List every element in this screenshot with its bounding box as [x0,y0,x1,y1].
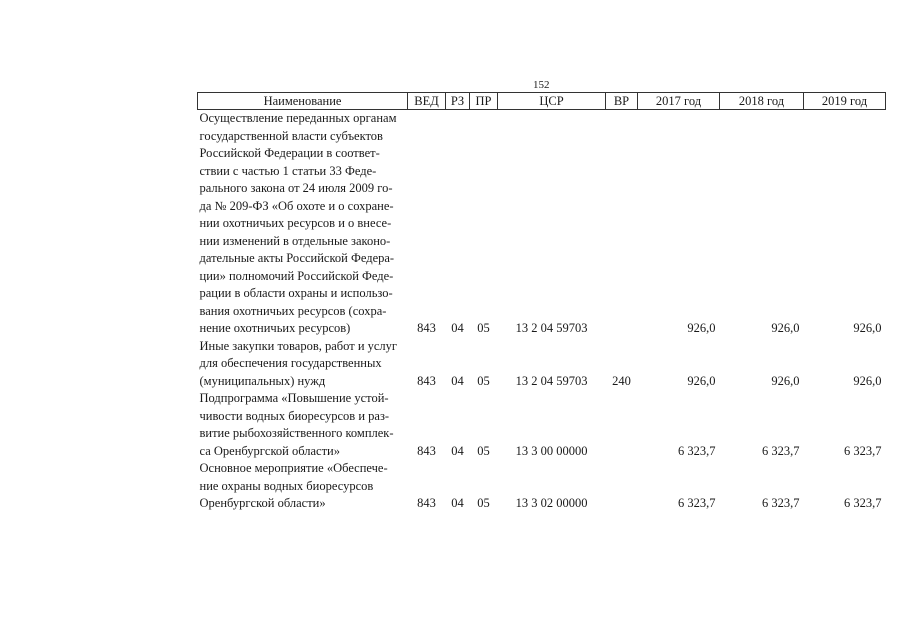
cell-ved: 843 [417,321,436,335]
cell-name [198,338,408,391]
cell-2019: 926,0 [853,321,882,335]
name-line: рального закона от 24 июля 2009 го- [199,181,393,195]
name-line: Оренбургской области» [199,496,326,510]
cell-2018: 6 323,7 [762,496,800,510]
header-rz: РЗ [446,93,470,110]
name-line: (муниципальных) нужд [199,373,326,388]
cell-csr: 13 2 04 59703 [515,373,588,388]
name-line: Подпрограмма «Повышение устой- [199,391,389,405]
table-row [198,390,886,460]
header-csr: ЦСР [498,93,606,110]
cell-vr [606,460,638,513]
name-line: нии охотничьих ресурсов и о внесе- [199,216,392,230]
header-2019: 2019 год [804,93,886,110]
cell-2017: 926,0 [687,373,716,388]
name-line: ние охраны водных биоресурсов [199,478,374,493]
header-2018: 2018 год [720,93,804,110]
cell-ved: 843 [417,496,436,510]
table-row [198,110,886,338]
name-line: Основное мероприятие «Обеспече- [199,461,388,475]
cell-name [198,110,408,338]
cell-vr [606,110,638,338]
name-line: ции» полномочий Российской Феде- [199,268,394,283]
cell-2019: 6 323,7 [844,443,882,458]
name-line: для обеспечения государственных [199,356,382,370]
page-number: 152 [533,79,550,91]
cell-2019: 6 323,7 [844,496,882,510]
table-row [198,338,886,391]
table-header-row [198,93,886,110]
header-ved: ВЕД [408,93,446,110]
cell-pr: 05 [477,443,490,458]
name-line: нение охотничьих ресурсов) [199,321,351,335]
cell-csr: 13 2 04 59703 [515,321,588,335]
cell-csr: 13 3 02 00000 [515,496,588,510]
cell-rz: 04 [451,321,464,335]
header-2017: 2017 год [638,93,720,110]
cell-vr: 240 [612,373,631,388]
cell-2018: 926,0 [771,321,800,335]
name-line: Российской Федерации в соответ- [199,146,380,160]
name-line: вания охотничьих ресурсов (сохра- [199,303,387,318]
name-line: рации в области охраны и использо- [199,286,393,300]
table-row [198,460,886,513]
cell-2017: 6 323,7 [678,443,716,458]
cell-rz: 04 [451,496,464,510]
cell-vr [606,390,638,460]
name-line: да № 209-ФЗ «Об охоте и о сохране- [199,198,394,213]
cell-pr: 05 [477,321,490,335]
cell-2019: 926,0 [853,373,882,388]
cell-name [198,460,408,513]
header-pr: ПР [470,93,498,110]
name-line: витие рыбохозяйственного комплек- [199,426,394,440]
name-line: ствии с частью 1 статьи 33 Феде- [199,163,377,178]
cell-2018: 926,0 [771,373,800,388]
name-line: Иные закупки товаров, работ и услуг [199,338,398,353]
cell-pr: 05 [477,496,490,510]
cell-name [198,390,408,460]
name-line: дательные акты Российской Федера- [199,251,395,265]
cell-pr: 05 [477,373,490,388]
name-line: нии изменений в отдельные законо- [199,233,391,248]
name-line: Осуществление переданных органам [199,111,397,125]
name-line: государственной власти субъектов [199,128,383,143]
cell-2017: 926,0 [687,321,716,335]
header-vr: ВР [606,93,638,110]
cell-ved: 843 [417,373,436,388]
cell-csr: 13 3 00 00000 [515,443,588,458]
cell-ved: 843 [417,443,436,458]
name-line: чивости водных биоресурсов и раз- [199,408,390,423]
cell-rz: 04 [451,373,464,388]
budget-table [197,92,886,513]
cell-2018: 6 323,7 [762,443,800,458]
cell-rz: 04 [451,443,464,458]
name-line: са Оренбургской области» [199,443,340,458]
cell-2017: 6 323,7 [678,496,716,510]
header-name: Наименование [198,93,408,110]
